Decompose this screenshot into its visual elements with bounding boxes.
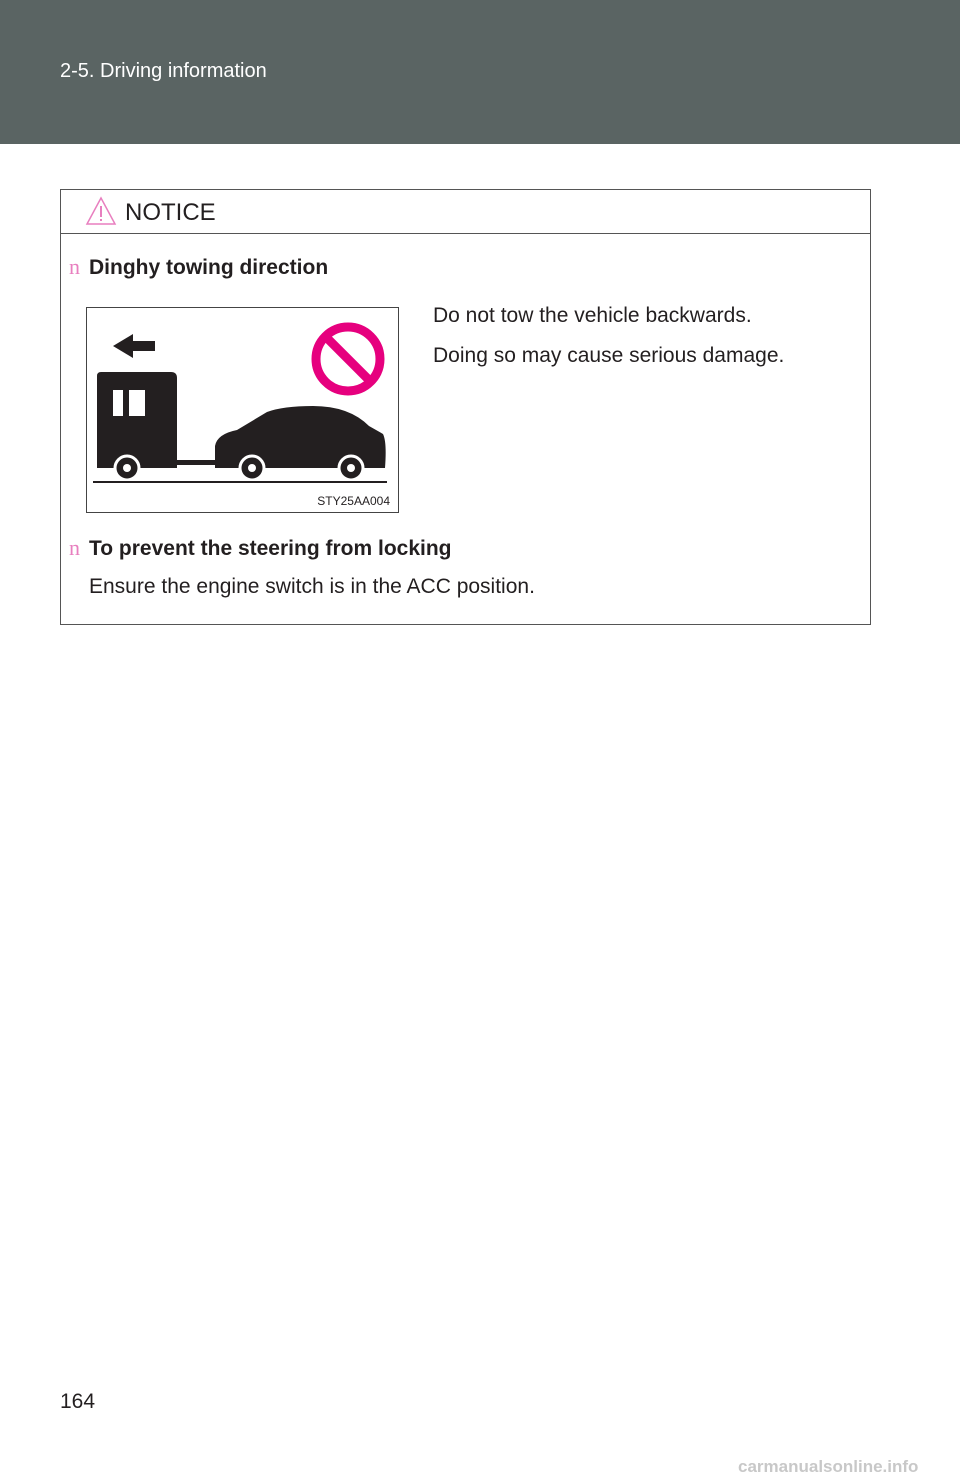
dinghy-line-2: Doing so may cause serious damage.: [433, 344, 785, 367]
notice-title: NOTICE: [125, 199, 216, 226]
prohibition-icon: [316, 327, 380, 391]
page-header: [0, 0, 960, 144]
warning-triangle-icon: [85, 196, 117, 226]
towing-illustration: [86, 307, 399, 513]
section-title: 2-5. Driving information: [60, 60, 267, 82]
dinghy-line-1: Do not tow the vehicle backwards.: [433, 304, 752, 327]
bullet-marker: n: [69, 254, 80, 279]
bullet-marker: n: [69, 535, 80, 560]
page-number: 164: [60, 1390, 96, 1413]
steering-line-1: Ensure the engine switch is in the ACC position.: [89, 575, 535, 598]
notice-box: [60, 189, 871, 625]
watermark: carmanualsonline.info: [738, 1457, 919, 1476]
towing-diagram: [87, 308, 398, 512]
section-heading-dinghy: Dinghy towing direction: [89, 256, 329, 279]
motorhome-shape: [97, 372, 177, 468]
section-heading-steering: To prevent the steering from locking: [89, 537, 452, 560]
illustration-code: STY25AA004: [317, 494, 390, 508]
notice-header: [61, 190, 870, 234]
direction-arrow: [113, 334, 155, 358]
